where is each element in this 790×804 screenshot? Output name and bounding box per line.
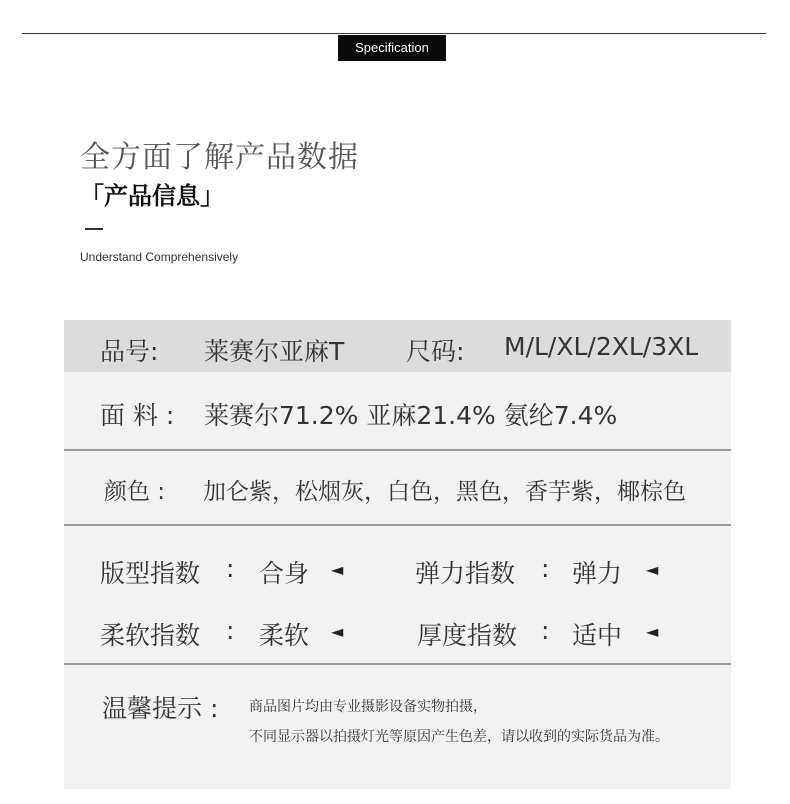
thickness-index-value: 适中	[572, 621, 623, 650]
material-value: 莱赛尔71.2% 亚麻21.4% 氨纶7.4%	[204, 401, 618, 430]
stretch-index-value: 弹力	[572, 559, 623, 588]
notice-row	[64, 665, 731, 789]
color-value: 加仑紫，松烟灰，白色，黑色，香芋紫，椰棕色	[203, 479, 686, 505]
fit-index-label: 版型指数	[100, 559, 201, 588]
softness-index-label: 柔软指数	[100, 621, 201, 650]
thickness-index-label: 厚度指数	[417, 621, 518, 650]
stretch-index-arrow-icon: ◄	[646, 560, 659, 579]
top-divider	[22, 33, 766, 34]
stretch-index-colon: :	[541, 554, 550, 583]
softness-index-value: 柔软	[259, 621, 310, 650]
size-label: 尺码:	[406, 337, 465, 366]
specification-tag: Specification	[338, 35, 446, 61]
softness-index-colon: :	[226, 616, 235, 645]
color-row	[64, 451, 731, 526]
size-value: M/L/XL/2XL/3XL	[504, 332, 699, 361]
thickness-index-arrow-icon: ◄	[646, 622, 659, 641]
section-english-subtitle: Understand Comprehensively	[80, 250, 239, 264]
fit-index-arrow-icon: ◄	[331, 560, 344, 579]
item-number-label: 品号:	[100, 337, 159, 366]
material-row	[64, 372, 731, 451]
softness-index-arrow-icon: ◄	[331, 622, 344, 641]
notice-line-1: 商品图片均由专业摄影设备实物拍摄，	[249, 699, 487, 715]
section-title: 全方面了解产品数据	[80, 140, 359, 175]
material-label: 面 料 :	[100, 401, 175, 430]
notice-line-2: 不同显示器以拍摄灯光等原因产生色差，请以收到的实际货品为准。	[249, 729, 669, 745]
notice-label: 温馨提示 :	[102, 694, 219, 723]
item-number-value: 莱赛尔亚麻T	[204, 337, 345, 366]
fit-index-value: 合身	[259, 559, 310, 588]
item-size-row	[64, 320, 731, 372]
title-dash	[85, 228, 103, 230]
color-label: 颜色 :	[104, 479, 166, 505]
thickness-index-colon: :	[541, 616, 550, 645]
stretch-index-label: 弹力指数	[415, 559, 516, 588]
indices-row	[64, 526, 731, 665]
fit-index-colon: :	[226, 554, 235, 583]
product-info-table	[64, 320, 731, 789]
section-subtitle: 「产品信息」	[80, 182, 224, 210]
